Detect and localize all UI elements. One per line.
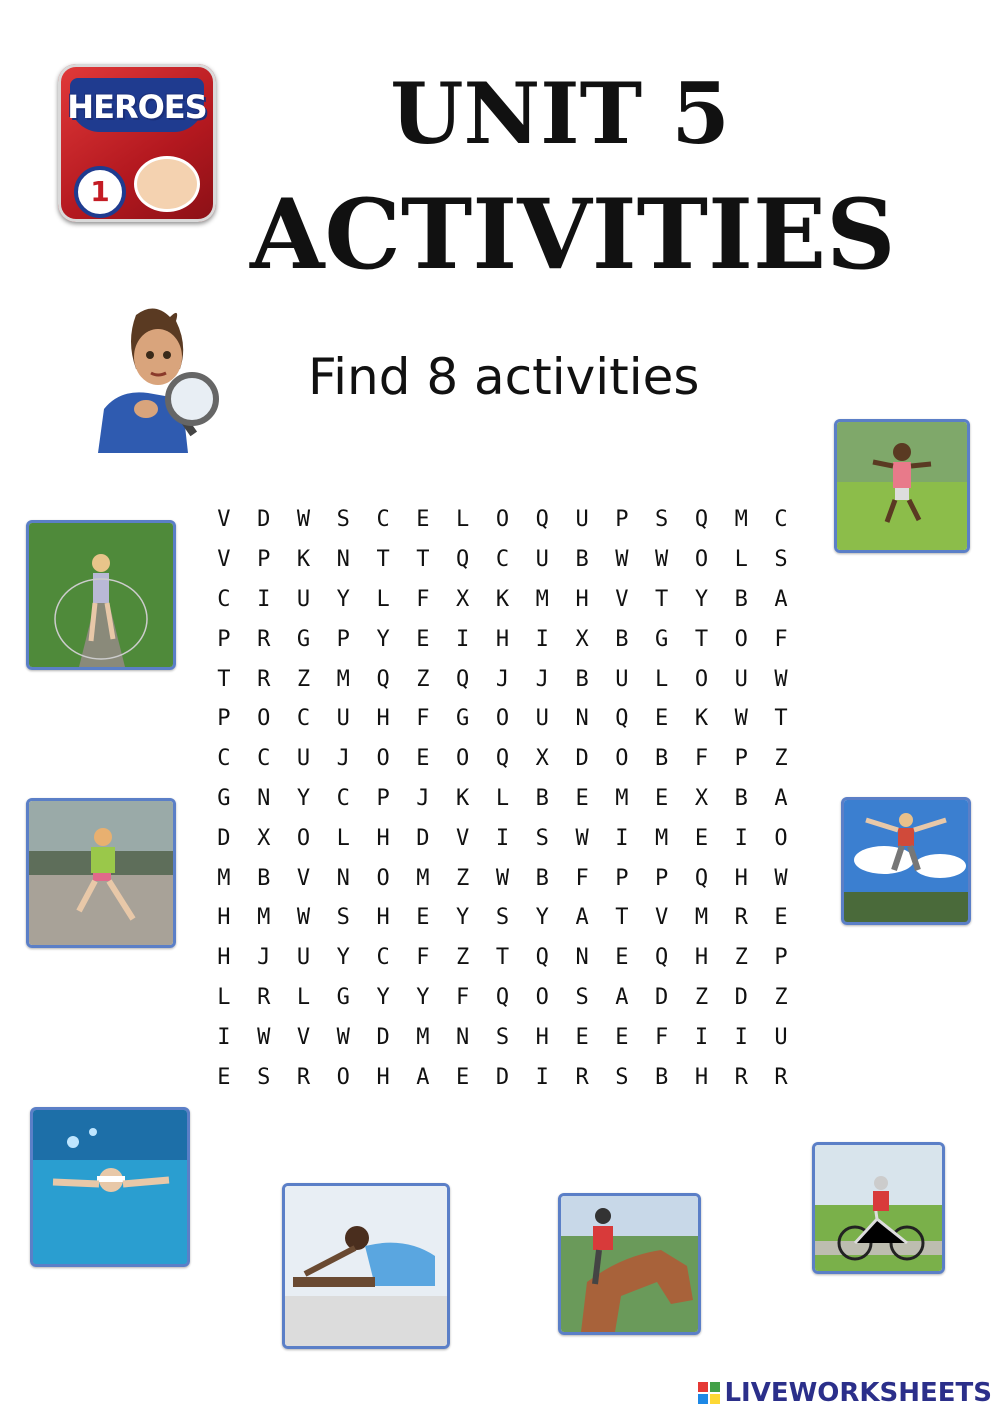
grid-letter[interactable]: Y [694,586,709,612]
grid-letter[interactable]: I [535,1064,549,1090]
grid-letter[interactable]: O [694,547,709,573]
photo-girl-gymnastics [282,1183,450,1349]
grid-letter[interactable]: E [615,945,629,971]
grid-letter[interactable]: P [336,626,350,652]
grid-letter[interactable]: I [257,586,271,612]
grid-letter[interactable]: M [734,507,748,533]
grid-letter[interactable]: I [694,1024,709,1050]
grid-letter[interactable]: F [575,865,589,891]
grid-letter[interactable]: F [416,706,430,732]
grid-letter[interactable]: R [734,1064,748,1090]
grid-letter[interactable]: E [217,1064,231,1090]
page-title-line2: ACTIVITIES [250,178,896,291]
grid-letter[interactable]: S [336,507,350,533]
grid-letter[interactable]: F [456,984,470,1010]
grid-letter[interactable]: F [774,626,788,652]
grid-letter[interactable]: I [734,825,748,851]
grid-letter[interactable]: Q [376,666,390,692]
grid-letter[interactable]: Y [296,785,311,811]
photo-boy-jumping [834,419,970,553]
grid-letter[interactable]: W [257,1024,271,1050]
grid-letter[interactable]: S [575,984,589,1010]
grid-letter[interactable]: O [535,984,549,1010]
grid-letter[interactable]: T [615,905,629,931]
grid-letter[interactable]: M [535,586,549,612]
grid-letter[interactable]: W [615,547,629,573]
grid-letter[interactable]: K [456,785,470,811]
grid-letter[interactable]: Q [615,706,629,732]
page-title-line1: UNIT 5 [390,64,730,163]
grid-letter[interactable]: U [296,586,311,612]
instruction-text: Find 8 activities [308,348,700,406]
grid-letter[interactable]: G [456,706,470,732]
grid-letter[interactable]: F [416,945,430,971]
grid-letter[interactable]: E [575,785,589,811]
grid-letter[interactable]: E [416,626,430,652]
grid-letter[interactable]: W [655,547,669,573]
grid-letter[interactable]: O [495,507,510,533]
grid-letter[interactable]: C [217,746,231,772]
photo-girl-swimming [30,1107,190,1267]
heroes-logo [58,64,216,222]
grid-letter[interactable]: L [376,586,390,612]
grid-letter[interactable]: V [296,865,311,891]
grid-letter[interactable]: N [575,945,589,971]
grid-letter[interactable]: M [416,1024,430,1050]
grid-letter[interactable]: L [734,547,748,573]
grid-letter[interactable]: E [416,905,430,931]
brand-name: LIVEWORKSHEETS [724,1378,992,1408]
grid-letter[interactable]: P [655,865,669,891]
grid-letter[interactable]: R [257,626,271,652]
grid-letter[interactable]: H [575,586,589,612]
grid-letter[interactable]: S [655,507,669,533]
grid-letter[interactable]: W [495,865,510,891]
grid-letter[interactable]: H [694,945,709,971]
grid-letter[interactable]: A [575,905,589,931]
grid-letter[interactable]: J [535,666,549,692]
grid-letter[interactable]: Q [495,984,510,1010]
logo-wordmark: HEROES [67,88,207,126]
grid-letter[interactable]: L [296,984,311,1010]
grid-letter[interactable]: M [694,905,709,931]
grid-letter[interactable]: U [774,1024,788,1050]
grid-letter[interactable]: V [296,1024,311,1050]
grid-letter[interactable]: O [734,626,748,652]
grid-letter[interactable]: R [257,666,271,692]
grid-letter[interactable]: L [456,507,470,533]
grid-letter[interactable]: R [734,905,748,931]
grid-letter[interactable]: T [655,586,669,612]
grid-letter[interactable]: K [495,586,510,612]
grid-letter[interactable]: D [257,507,271,533]
grid-letter[interactable]: P [217,626,231,652]
grid-letter[interactable]: S [257,1064,271,1090]
grid-letter[interactable]: E [416,746,430,772]
grid-letter[interactable]: H [376,706,390,732]
grid-letter[interactable]: Q [456,547,470,573]
grid-letter[interactable]: I [535,626,549,652]
grid-letter[interactable]: S [615,1064,629,1090]
grid-letter[interactable]: W [774,865,788,891]
grid-letter[interactable]: N [336,865,350,891]
grid-letter[interactable]: U [575,507,589,533]
grid-letter[interactable]: S [336,905,350,931]
grid-letter[interactable]: D [217,825,231,851]
grid-letter[interactable]: Y [456,905,470,931]
grid-letter[interactable]: A [774,586,788,612]
grid-letter[interactable]: E [655,785,669,811]
grid-letter[interactable]: S [535,825,549,851]
grid-letter[interactable]: M [416,865,430,891]
photo-girl-running [26,798,176,948]
grid-letter[interactable]: W [336,1024,350,1050]
photo-girl-skipping [26,520,176,670]
grid-letter[interactable]: S [495,905,510,931]
grid-letter[interactable]: E [615,1024,629,1050]
grid-letter[interactable]: Z [456,865,470,891]
grid-letter[interactable]: Y [416,984,430,1010]
grid-letter[interactable]: H [376,905,390,931]
photo-boy-trampoline [841,797,971,925]
grid-letter[interactable]: J [416,785,430,811]
grid-letter[interactable]: D [495,1064,510,1090]
grid-letter[interactable]: R [296,1064,311,1090]
grid-letter[interactable]: D [575,746,589,772]
grid-letter[interactable]: C [217,586,231,612]
grid-letter[interactable]: O [376,865,390,891]
grid-letter[interactable]: R [257,984,271,1010]
grid-letter[interactable]: J [257,945,271,971]
grid-letter[interactable]: E [774,905,788,931]
grid-letter[interactable]: W [296,905,311,931]
grid-letter[interactable]: Y [336,586,350,612]
grid-letter[interactable]: T [495,945,510,971]
grid-letter[interactable]: N [456,1024,470,1050]
grid-letter[interactable]: S [774,547,788,573]
grid-letter[interactable]: E [456,1064,470,1090]
grid-letter[interactable]: U [734,666,748,692]
grid-letter[interactable]: T [774,706,788,732]
grid-letter[interactable]: Q [694,507,709,533]
grid-letter[interactable]: O [694,666,709,692]
grid-letter[interactable]: C [336,785,350,811]
grid-letter[interactable]: V [456,825,470,851]
grid-letter[interactable]: H [495,626,510,652]
grid-letter[interactable]: P [774,945,788,971]
grid-letter[interactable]: U [296,945,311,971]
grid-letter[interactable]: F [694,746,709,772]
grid-letter[interactable]: H [734,865,748,891]
grid-letter[interactable]: O [336,1064,350,1090]
logo-level-badge: 1 [74,166,126,218]
grid-letter[interactable]: Z [774,746,788,772]
grid-letter[interactable]: W [296,507,311,533]
grid-letter[interactable]: Z [734,945,748,971]
grid-letter[interactable]: C [495,547,510,573]
grid-letter[interactable]: D [655,984,669,1010]
grid-letter[interactable]: T [217,666,231,692]
grid-letter[interactable]: V [615,586,629,612]
grid-letter[interactable]: B [575,547,589,573]
grid-letter[interactable]: U [296,746,311,772]
grid-letter[interactable]: B [257,865,271,891]
grid-letter[interactable]: N [336,547,350,573]
grid-letter[interactable]: I [734,1024,748,1050]
grid-letter[interactable]: L [495,785,510,811]
grid-letter[interactable]: Y [376,984,390,1010]
grid-letter[interactable]: P [615,507,629,533]
grid-letter[interactable]: B [535,865,549,891]
grid-letter[interactable]: G [296,626,311,652]
grid-letter[interactable]: R [575,1064,589,1090]
grid-letter[interactable]: I [615,825,629,851]
grid-letter[interactable]: Q [535,945,549,971]
grid-letter[interactable]: I [217,1024,231,1050]
grid-letter[interactable]: C [774,507,788,533]
grid-letter[interactable]: O [456,746,470,772]
grid-letter[interactable]: L [336,825,350,851]
grid-letter[interactable]: X [257,825,271,851]
grid-letter[interactable]: A [615,984,629,1010]
grid-letter[interactable]: W [575,825,589,851]
avatar-magnifier-icon [96,305,222,453]
grid-letter[interactable]: O [376,746,390,772]
grid-letter[interactable]: Q [655,945,669,971]
grid-letter[interactable]: A [416,1064,430,1090]
grid-letter[interactable]: H [376,1064,390,1090]
grid-letter[interactable]: Z [296,666,311,692]
grid-letter[interactable]: D [416,825,430,851]
word-search-grid[interactable] [204,500,801,1097]
grid-letter[interactable]: M [257,905,271,931]
grid-letter[interactable]: U [615,666,629,692]
grid-letter[interactable]: N [575,706,589,732]
grid-letter[interactable]: V [217,547,231,573]
grid-letter[interactable]: E [575,1024,589,1050]
grid-letter[interactable]: V [655,905,669,931]
grid-letter[interactable]: S [495,1024,510,1050]
grid-letter[interactable]: X [694,785,709,811]
grid-letter[interactable]: Q [694,865,709,891]
grid-letter[interactable]: X [535,746,549,772]
grid-letter[interactable]: B [734,785,748,811]
grid-letter[interactable]: U [535,706,549,732]
grid-letter[interactable]: J [495,666,510,692]
grid-letter[interactable]: W [734,706,748,732]
grid-letter[interactable]: Z [456,945,470,971]
grid-letter[interactable]: K [296,547,311,573]
grid-letter[interactable]: E [694,825,709,851]
grid-letter[interactable]: H [694,1064,709,1090]
grid-letter[interactable]: T [694,626,709,652]
grid-letter[interactable]: B [575,666,589,692]
grid-letter[interactable]: P [376,785,390,811]
grid-letter[interactable]: M [336,666,350,692]
grid-letter[interactable]: C [257,746,271,772]
grid-letter[interactable]: F [416,586,430,612]
grid-letter[interactable]: D [734,984,748,1010]
grid-letter[interactable]: Q [535,507,549,533]
grid-letter[interactable]: E [416,507,430,533]
grid-letter[interactable]: X [456,586,470,612]
grid-letter[interactable]: C [376,507,390,533]
grid-letter[interactable]: I [495,825,510,851]
grid-letter[interactable]: Q [456,666,470,692]
grid-letter[interactable]: Z [416,666,430,692]
grid-letter[interactable]: Y [535,905,549,931]
grid-letter[interactable]: G [655,626,669,652]
grid-letter[interactable]: G [217,785,231,811]
grid-letter[interactable]: H [376,825,390,851]
grid-letter[interactable]: D [376,1024,390,1050]
grid-letter[interactable]: Z [774,984,788,1010]
grid-letter[interactable]: W [774,666,788,692]
grid-letter[interactable]: H [535,1024,549,1050]
grid-letter[interactable]: T [416,547,430,573]
grid-letter[interactable]: R [774,1064,788,1090]
photo-girl-horse-riding [558,1193,701,1335]
grid-letter[interactable]: C [376,945,390,971]
photo-boy-cycling [812,1142,945,1274]
grid-letter[interactable]: G [336,984,350,1010]
grid-letter[interactable]: O [774,825,788,851]
liveworksheets-brand [698,1378,992,1408]
grid-letter[interactable]: B [734,586,748,612]
grid-letter[interactable]: M [217,865,231,891]
grid-letter[interactable]: K [694,706,709,732]
grid-letter[interactable]: U [535,547,549,573]
grid-letter[interactable]: H [217,905,231,931]
grid-letter[interactable]: Y [376,626,390,652]
grid-letter[interactable]: E [655,706,669,732]
grid-letter[interactable]: B [655,746,669,772]
brand-blocks-icon [698,1382,720,1404]
grid-letter[interactable]: B [535,785,549,811]
grid-letter[interactable]: L [655,666,669,692]
grid-letter[interactable]: O [495,706,510,732]
grid-letter[interactable]: L [217,984,231,1010]
grid-letter[interactable]: A [774,785,788,811]
grid-letter[interactable]: N [257,785,271,811]
logo-characters [134,156,200,212]
grid-letter[interactable]: M [615,785,629,811]
grid-letter[interactable]: J [336,746,350,772]
grid-letter[interactable]: C [296,706,311,732]
grid-letter[interactable]: I [456,626,470,652]
grid-letter[interactable]: P [257,547,271,573]
grid-letter[interactable]: P [615,865,629,891]
grid-letter[interactable]: Y [336,945,350,971]
grid-letter[interactable]: P [217,706,231,732]
grid-letter[interactable]: B [655,1064,669,1090]
grid-letter[interactable]: F [655,1024,669,1050]
grid-letter[interactable]: Q [495,746,510,772]
grid-letter[interactable]: V [217,507,231,533]
grid-letter[interactable]: P [734,746,748,772]
grid-letter[interactable]: O [615,746,629,772]
grid-letter[interactable]: Z [694,984,709,1010]
grid-letter[interactable]: O [257,706,271,732]
grid-letter[interactable]: X [575,626,589,652]
grid-letter[interactable]: B [615,626,629,652]
grid-letter[interactable]: M [655,825,669,851]
grid-letter[interactable]: O [296,825,311,851]
grid-letter[interactable]: T [376,547,390,573]
grid-letter[interactable]: H [217,945,231,971]
grid-letter[interactable]: U [336,706,350,732]
